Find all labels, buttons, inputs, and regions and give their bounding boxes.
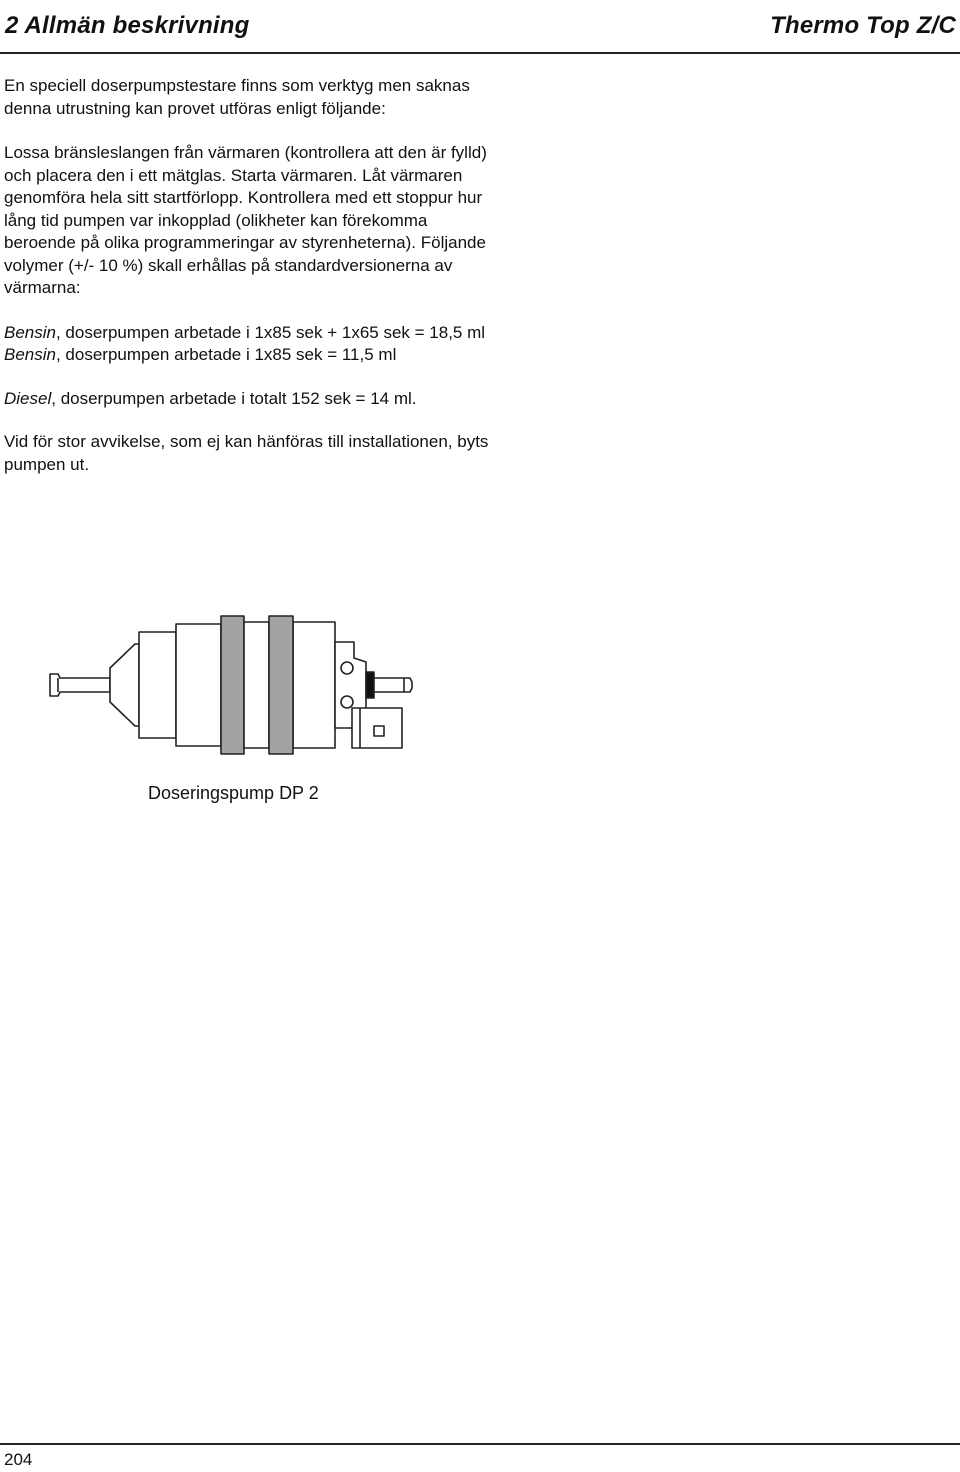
screw-top [341,662,353,674]
dosing-pump-illustration [44,602,414,772]
bensin-line-2 [4,344,494,367]
product-title: Thermo Top Z/C [770,12,956,39]
bensin-value-1: , doserpumpen arbetade i 1x85 sek + 1x65 sek = 18,5 ml [55,322,486,342]
fuel-label-diesel: Diesel [4,388,52,408]
diesel-value: , doserpumpen arbetade i totalt 152 sek = 14 ml. [51,388,417,408]
chapter-title: 2 Allmän beskrivning [5,12,250,39]
screw-bottom [341,696,353,708]
coil-center [244,622,269,748]
pump-body-ring-right [293,622,335,748]
procedure-paragraph: Lossa bränsleslangen från värmaren (kontrollera att den är fylld) och placera den i ett mätglas. Starta värmaren. Låt värmaren genomföra hela sitt startförlopp. Kontrollera med ett stoppur hur lång tid pumpen var inkopplad (olikheter kan förekomma beroende på olika programmeringar av styrenheterna). Följande volymer (+/- 10 %) skall erhållas på standardversionerna av värmarna: [4,143,487,297]
left-nipple [50,674,110,696]
bensin-line-1 [4,322,494,345]
coil-band-right [269,616,293,754]
header-divider [0,52,960,54]
pump-body-ring [176,624,221,746]
right-nipple [374,678,412,692]
body-text [4,75,494,476]
coil-band-left [221,616,244,754]
inlet-cone [110,644,139,726]
figure-caption: Doseringspump DP 2 [148,783,319,803]
fuel-label-bensin: Bensin [4,322,56,342]
page-number: 204 [4,1450,33,1469]
fuel-label-bensin: Bensin [4,345,56,364]
outlet-stub [366,672,374,698]
inlet-flange [139,632,176,738]
bensin-value-2: , doserpumpen arbetade i 1x85 sek = 11,5 ml [55,345,397,364]
footer-divider [0,1443,960,1445]
diesel-line [4,388,494,411]
conclusion-paragraph: Vid för stor avvikelse, som ej kan hänföras till installationen, byts pumpen ut. [4,432,489,474]
intro-paragraph: En speciell doserpumpstestare finns som verktyg men saknas denna utrustning kan provet utföras enligt följande: [4,76,470,118]
